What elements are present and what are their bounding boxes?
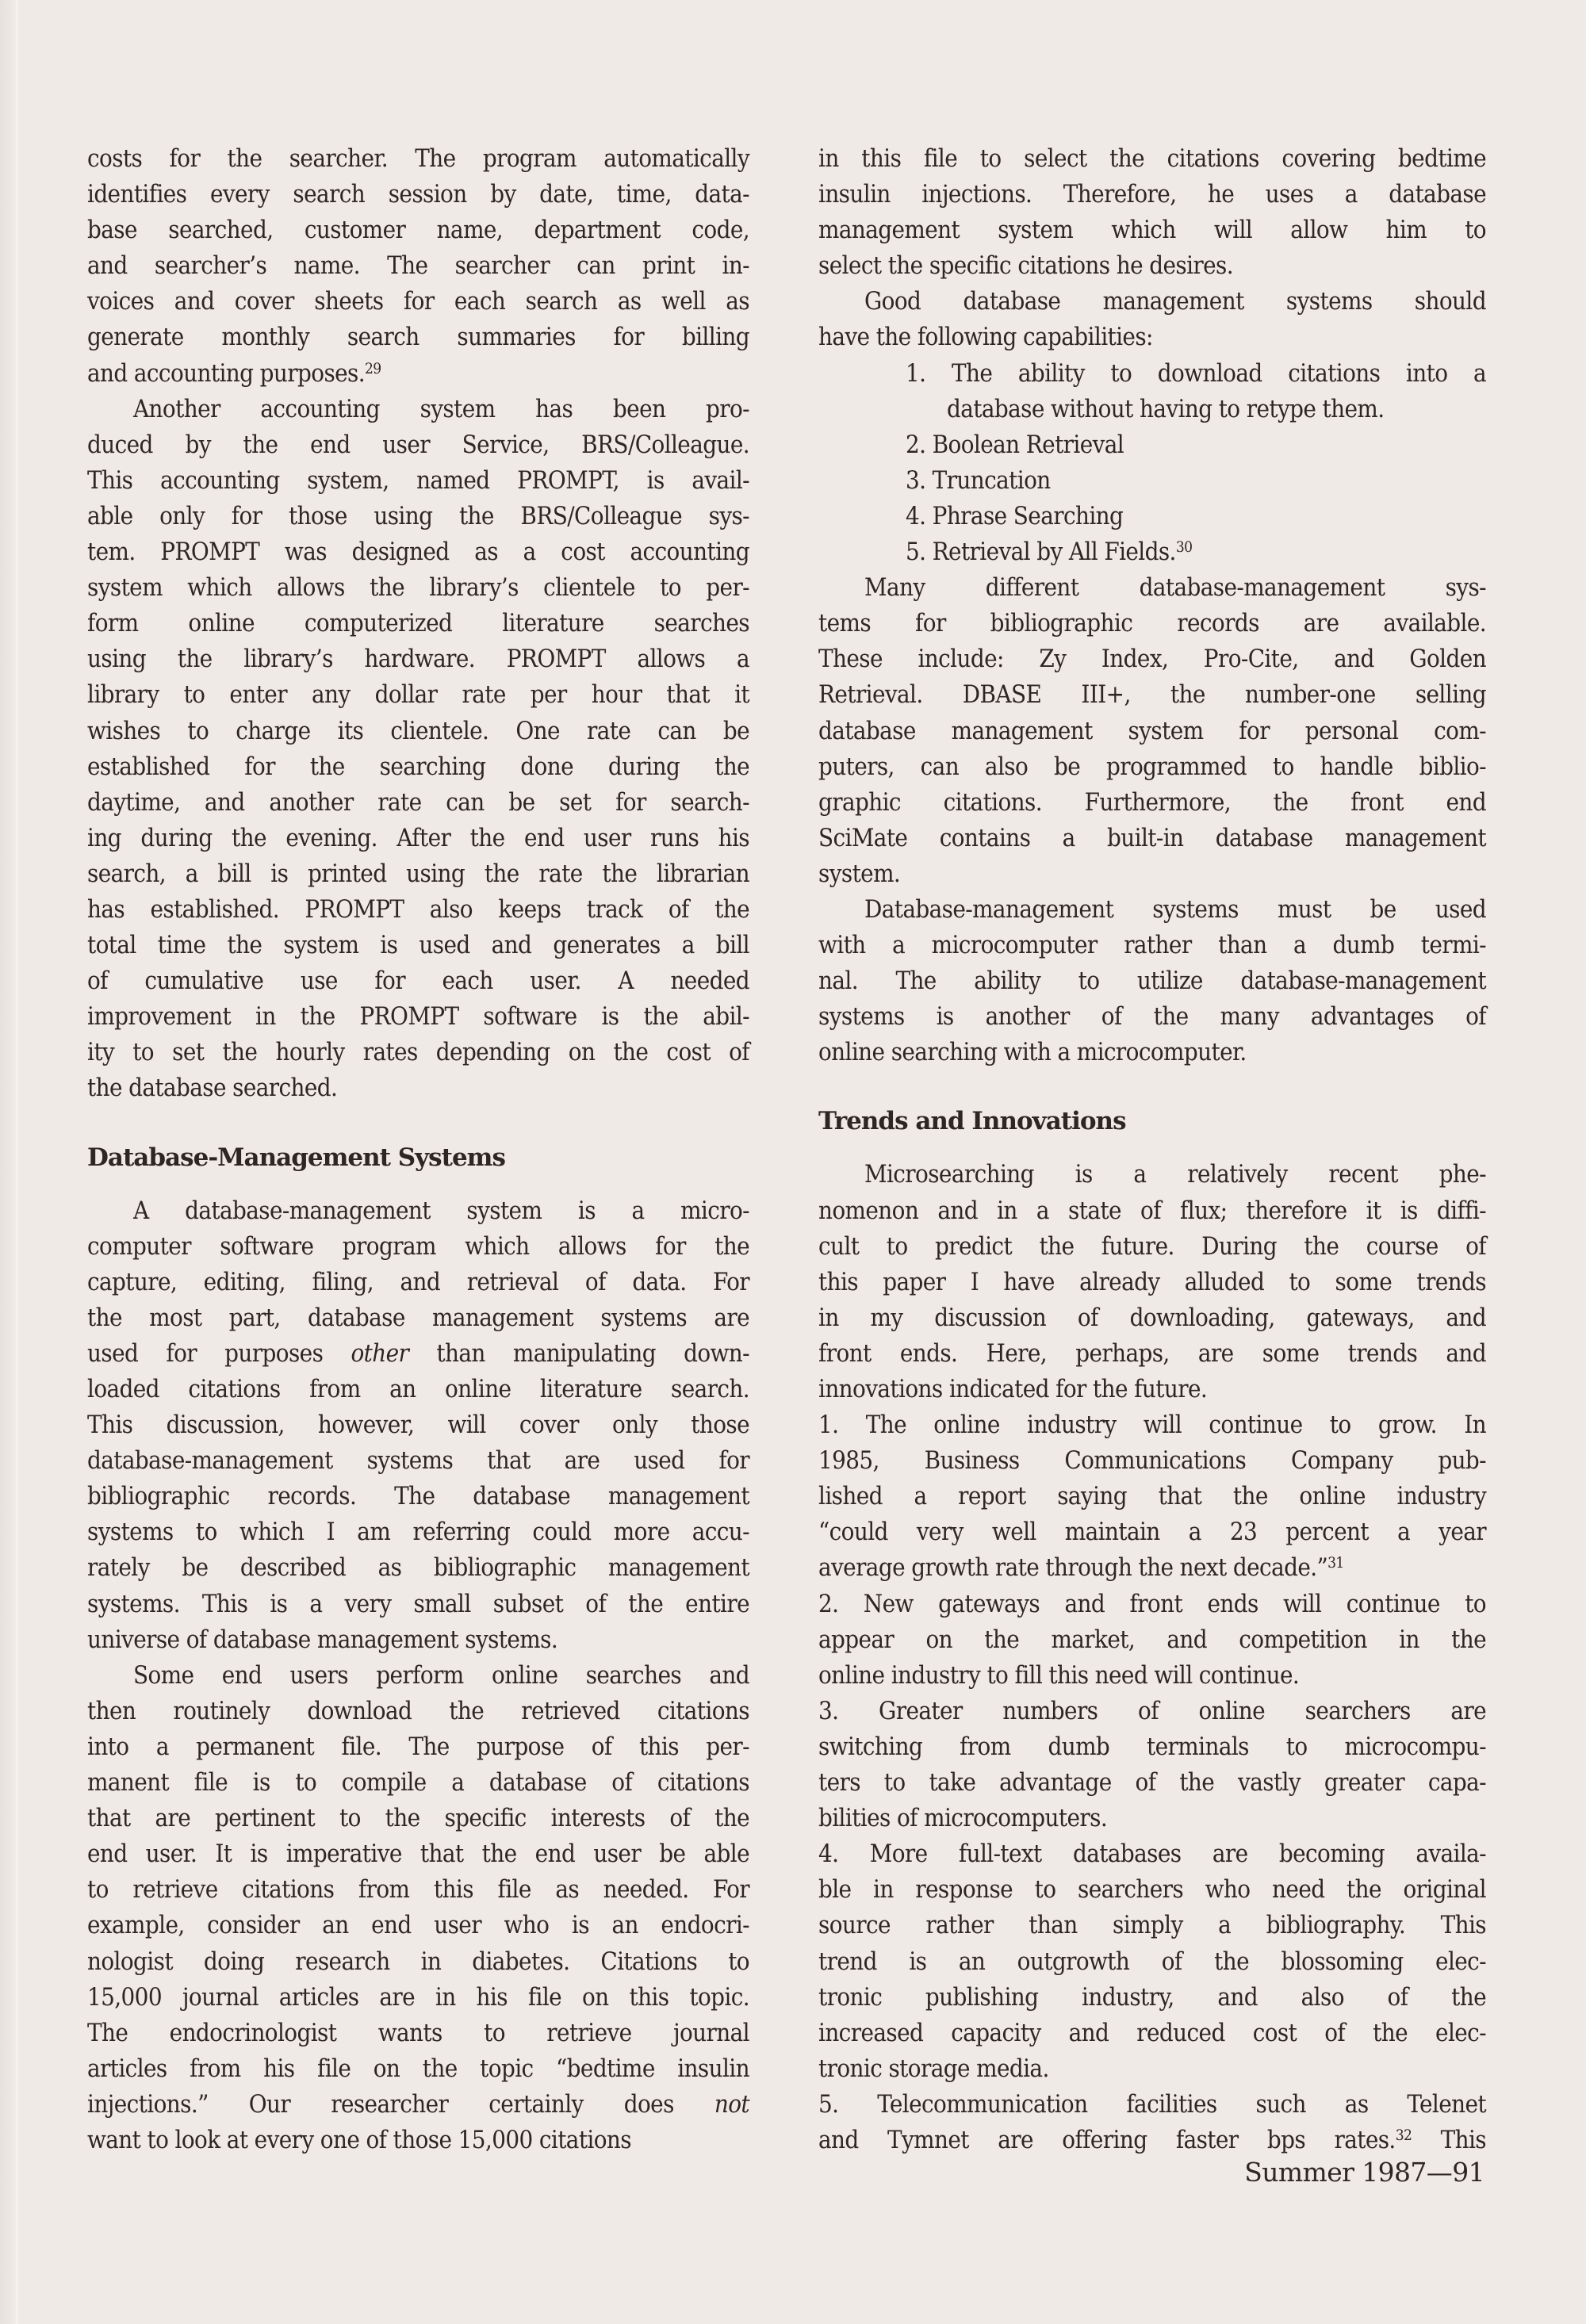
paragraph-line: innovations indicated for the future. bbox=[818, 1375, 1208, 1403]
paragraph-line: Microsearching is a relatively recent phe- bbox=[864, 1160, 1486, 1189]
paragraph-line: management system which will allow him to bbox=[818, 216, 1486, 245]
paragraph-line: nologist doing research in diabetes. Citations to bbox=[87, 1947, 749, 1976]
paragraph-line: with a microcomputer rather than a dumb termi- bbox=[818, 931, 1486, 960]
capability-list-item: 4. Phrase Searching bbox=[906, 501, 1124, 530]
paragraph-line: example, consider an end user who is an endocri- bbox=[87, 1911, 749, 1940]
paragraph-line: to retrieve citations from this file as needed. For bbox=[87, 1875, 749, 1905]
trend-list-line: switching from dumb terminals to microcompu- bbox=[818, 1732, 1486, 1761]
paragraph-line: systems. This is a very small subset of the entire bbox=[87, 1589, 749, 1618]
trend-list-line: online industry to fill this need will continue. bbox=[818, 1660, 1300, 1690]
page-folio: Summer 1987—91 bbox=[1244, 2157, 1484, 2188]
paragraph-line: nomenon and in a state of flux; therefore it is diffi- bbox=[818, 1196, 1486, 1225]
trend-list-line: trend is an outgrowth of the blossoming elec- bbox=[818, 1947, 1486, 1976]
emphasis: not bbox=[714, 2089, 749, 2119]
footnote-ref: 29 bbox=[365, 359, 381, 377]
paragraph-line: cult to predict the future. During the course of bbox=[818, 1231, 1486, 1261]
paragraph-line: injections.” Our researcher certainly does not bbox=[87, 2089, 749, 2119]
footnote-ref: 30 bbox=[1175, 538, 1193, 557]
paragraph-line: able only for those using the BRS/Colleague sys- bbox=[87, 501, 749, 530]
paragraph-line: base searched, customer name, department code, bbox=[87, 216, 749, 245]
paragraph-line: form online computerized literature searches bbox=[87, 609, 749, 638]
paragraph-line: used for purposes other than manipulating down- bbox=[87, 1338, 749, 1368]
trend-list-line: ble in response to searchers who need the original bbox=[818, 1875, 1486, 1905]
paragraph-line: SciMate contains a built-in database management bbox=[818, 823, 1486, 852]
trend-list-line: 4. More full-text databases are becoming availa- bbox=[818, 1840, 1486, 1869]
capability-list-item: 2. Boolean Retrieval bbox=[906, 430, 1124, 459]
paragraph-line: then routinely download the retrieved citations bbox=[87, 1696, 749, 1725]
footnote-ref: 31 bbox=[1327, 1554, 1344, 1572]
paragraph-line: The endocrinologist wants to retrieve journal bbox=[87, 2018, 749, 2047]
trend-list-line: tronic storage media. bbox=[818, 2054, 1049, 2083]
paragraph-line: Many different database-management sys- bbox=[864, 573, 1486, 603]
trend-list-line: 1985, Business Communications Company pub- bbox=[818, 1446, 1486, 1476]
paragraph-line: in this file to select the citations covering bedtime bbox=[818, 144, 1486, 173]
paragraph-line: These include: Zy Index, Pro-Cite, and Golden bbox=[818, 645, 1486, 674]
capability-list-item: 1. The ability to download citations into a bbox=[906, 358, 1486, 388]
paragraph-line: articles from his file on the topic “bedtime insulin bbox=[87, 2054, 749, 2083]
paragraph-line: duced by the end user Service, BRS/Colleague. bbox=[87, 430, 749, 459]
trend-list-line: bilities of microcomputers. bbox=[818, 1804, 1108, 1833]
paragraph-line: daytime, and another rate can be set for search- bbox=[87, 787, 749, 817]
paragraph-line: established for the searching done during the bbox=[87, 752, 749, 781]
section-heading-dbms: Database-Management Systems bbox=[87, 1143, 505, 1172]
page-edge bbox=[16, 0, 18, 2324]
paragraph-line: system. bbox=[818, 859, 901, 888]
trend-list-line: 1. The online industry will continue to grow. In bbox=[818, 1411, 1486, 1440]
footnote-ref: 32 bbox=[1395, 2126, 1412, 2144]
trend-list-line: 5. Telecommunication facilities such as Telenet bbox=[818, 2089, 1486, 2119]
paragraph-line: computer software program which allows for the bbox=[87, 1231, 749, 1261]
trend-list-line: and Tymnet are offering faster bps rates.$^{32}$ This bbox=[818, 2125, 1486, 2154]
page-gutter-shadow bbox=[0, 0, 17, 2324]
paragraph-line: 15,000 journal articles are in his file on this topic. bbox=[87, 1982, 749, 2012]
paragraph-line: wishes to charge its clientele. One rate can be bbox=[87, 716, 749, 745]
paragraph-line: tem. PROMPT was designed as a cost accounting bbox=[87, 538, 749, 567]
right-column bbox=[818, 141, 1486, 2158]
paragraph-line: improvement in the PROMPT software is the abil- bbox=[87, 1002, 749, 1032]
paragraph-line: rately be described as bibliographic management bbox=[87, 1553, 749, 1583]
paragraph-line: select the specific citations he desires. bbox=[818, 251, 1233, 281]
paragraph-line: Some end users perform online searches and bbox=[133, 1660, 749, 1690]
paragraph-line: total time the system is used and generates a bill bbox=[87, 931, 749, 960]
paragraph-line: ing during the evening. After the end user runs his bbox=[87, 823, 749, 852]
paragraph-line: ity to set the hourly rates depending on the cost of bbox=[87, 1038, 749, 1067]
section-heading-trends: Trends and Innovations bbox=[818, 1107, 1126, 1136]
paragraph-line: generate monthly search summaries for billing bbox=[87, 323, 749, 352]
paragraph-line: This accounting system, named PROMPT, is avail- bbox=[87, 465, 749, 495]
paragraph-line: and searcher’s name. The searcher can print in- bbox=[87, 251, 749, 281]
trend-list-line: 2. New gateways and front ends will continue to bbox=[818, 1589, 1486, 1618]
paragraph-line: and accounting purposes.$^{29}$ bbox=[87, 358, 381, 388]
paragraph-line: front ends. Here, perhaps, are some trends and bbox=[818, 1338, 1486, 1368]
capability-list-item: 3. Truncation bbox=[906, 465, 1051, 495]
trend-list-line: tronic publishing industry, and also of the bbox=[818, 1982, 1486, 2012]
paragraph-line: insulin injections. Therefore, he uses a database bbox=[818, 180, 1486, 209]
paragraph-line: systems to which I am referring could more accu- bbox=[87, 1518, 749, 1547]
paragraph-line: this paper I have already alluded to some trends bbox=[818, 1267, 1486, 1296]
trend-list-line: lished a report saying that the online industry bbox=[818, 1482, 1486, 1511]
trend-list-line: increased capacity and reduced cost of the elec- bbox=[818, 2018, 1486, 2047]
paragraph-line: voices and cover sheets for each search as well as bbox=[87, 287, 749, 316]
paragraph-line: online searching with a microcomputer. bbox=[818, 1038, 1247, 1067]
trend-list-line: average growth rate through the next decade.”$^{31}$ bbox=[818, 1553, 1344, 1583]
paragraph-line: A database-management system is a micro- bbox=[133, 1196, 749, 1225]
paragraph-line: This discussion, however, will cover only those bbox=[87, 1411, 749, 1440]
paragraph-line: that are pertinent to the specific interests of the bbox=[87, 1804, 749, 1833]
paragraph-line: Retrieval. DBASE III+, the number-one selling bbox=[818, 680, 1486, 710]
paragraph-line: nal. The ability to utilize database-management bbox=[818, 967, 1486, 996]
paragraph-line: has established. PROMPT also keeps track of the bbox=[87, 894, 749, 924]
trend-list-line: appear on the market, and competition in the bbox=[818, 1625, 1486, 1654]
trend-list-line: 3. Greater numbers of online searchers are bbox=[818, 1696, 1486, 1725]
emphasis: other bbox=[351, 1338, 409, 1368]
paragraph-line: search, a bill is printed using the rate the librarian bbox=[87, 859, 749, 888]
capability-list-item: 5. Retrieval by All Fields.$^{30}$ bbox=[906, 538, 1193, 567]
paragraph-line: library to enter any dollar rate per hour that it bbox=[87, 680, 749, 710]
trend-list-line: ters to take advantage of the vastly greater capa- bbox=[818, 1768, 1486, 1798]
paragraph-line: costs for the searcher. The program automatically bbox=[87, 144, 749, 173]
paragraph-line: the most part, database management systems are bbox=[87, 1303, 749, 1332]
paragraph-line: puters, can also be programmed to handle biblio- bbox=[818, 752, 1486, 781]
paragraph-line: database management system for personal com- bbox=[818, 716, 1486, 745]
paragraph-line: of cumulative use for each user. A needed bbox=[87, 967, 749, 996]
paragraph-line: have the following capabilities: bbox=[818, 323, 1153, 352]
paragraph-line: system which allows the library’s clientele to per- bbox=[87, 573, 749, 603]
paragraph-line: capture, editing, filing, and retrieval of data. For bbox=[87, 1267, 749, 1296]
paragraph-line: tems for bibliographic records are available. bbox=[818, 609, 1486, 638]
paragraph-line: graphic citations. Furthermore, the front end bbox=[818, 787, 1486, 817]
paragraph-line: in my discussion of downloading, gateways, and bbox=[818, 1303, 1486, 1332]
trend-list-line: “could very well maintain a 23 percent a year bbox=[818, 1518, 1486, 1547]
capability-list-item: database without having to retype them. bbox=[947, 394, 1385, 423]
paragraph-line: using the library’s hardware. PROMPT allows a bbox=[87, 645, 749, 674]
paragraph-line: into a permanent file. The purpose of this per- bbox=[87, 1732, 749, 1761]
paragraph-line: identifies every search session by date, time, data- bbox=[87, 180, 749, 209]
paragraph-line: manent file is to compile a database of citations bbox=[87, 1768, 749, 1798]
paragraph-line: Good database management systems should bbox=[864, 287, 1486, 316]
paragraph-line: end user. It is imperative that the end user be able bbox=[87, 1840, 749, 1869]
paragraph-line: universe of database management systems. bbox=[87, 1625, 558, 1654]
left-column bbox=[87, 141, 749, 2158]
paragraph-line: systems is another of the many advantages of bbox=[818, 1002, 1486, 1032]
paragraph-line: Database-management systems must be used bbox=[864, 894, 1486, 924]
paragraph-line: loaded citations from an online literature search. bbox=[87, 1375, 749, 1403]
paragraph-line: bibliographic records. The database management bbox=[87, 1482, 749, 1511]
paragraph-line: the database searched. bbox=[87, 1074, 338, 1103]
paragraph-line: want to look at every one of those 15,000 citations bbox=[87, 2125, 632, 2154]
trend-list-line: source rather than simply a bibliography. This bbox=[818, 1911, 1486, 1940]
paragraph-line: Another accounting system has been pro- bbox=[133, 394, 749, 423]
paragraph-line: database-management systems that are used for bbox=[87, 1446, 749, 1476]
